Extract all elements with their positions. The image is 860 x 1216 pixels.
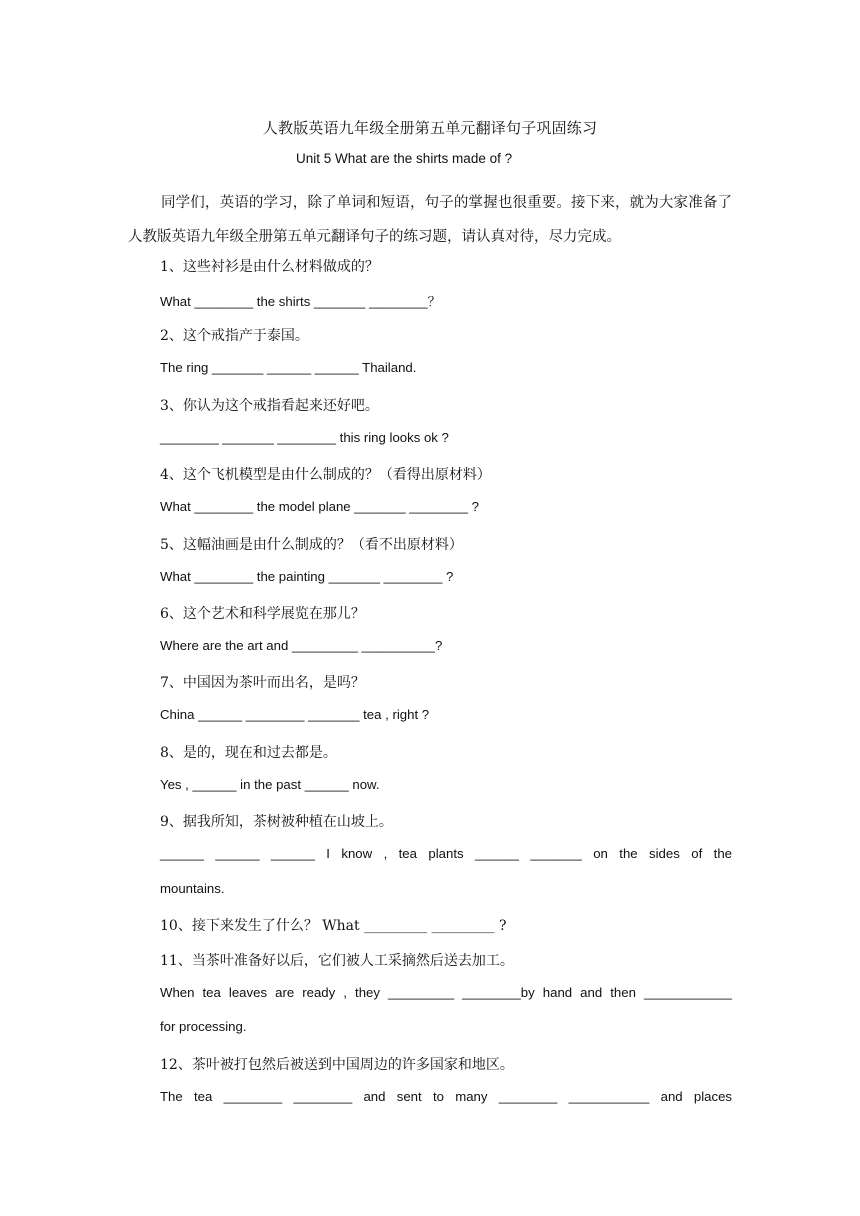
answer-11: When tea leaves are ready , they _________ ________by hand and then ____________ bbox=[160, 985, 732, 1000]
unit-subtitle: Unit 5 What are the shirts made of ? bbox=[296, 151, 513, 166]
question-10: 10、接下来发生了什么？ What _________ _________ ? bbox=[160, 918, 507, 934]
document-title: 人教版英语九年级全册第五单元翻译句子巩固练习 bbox=[262, 119, 598, 137]
answer-6: Where are the art and _________ __________? bbox=[160, 638, 443, 653]
question-6: 6、这个艺术和科学展览在那儿？ bbox=[160, 606, 365, 622]
answer-3: ________ _______ ________ this ring looks ok ? bbox=[160, 430, 449, 445]
question-4: 4、这个飞机模型是由什么制成的？（看得出原材料） bbox=[160, 467, 491, 483]
question-9: 9、据我所知，茶树被种植在山坡上。 bbox=[160, 814, 393, 830]
intro-paragraph: 同学们，英语的学习，除了单词和短语，句子的掌握也很重要。接下来，就为大家准备了人教版英语九年级全册第五单元翻译句子的练习题，请认真对待，尽力完成。 bbox=[128, 195, 732, 245]
question-2: 2、这个戒指产于泰国。 bbox=[160, 328, 309, 344]
question-8: 8、是的，现在和过去都是。 bbox=[160, 745, 337, 761]
answer-11-continued: for processing. bbox=[160, 1019, 247, 1034]
answer-9-continued: mountains. bbox=[160, 881, 225, 896]
question-5: 5、这幅油画是由什么制成的？（看不出原材料） bbox=[160, 537, 463, 553]
question-11: 11、当茶叶准备好以后，它们被人工采摘然后送去加工。 bbox=[160, 953, 514, 969]
answer-4: What ________ the model plane _______ ________ ? bbox=[160, 499, 479, 514]
question-3: 3、你认为这个戒指看起来还好吧。 bbox=[160, 398, 379, 414]
question-12: 12、茶叶被打包然后被送到中国周边的许多国家和地区。 bbox=[160, 1057, 514, 1073]
answer-8: Yes , ______ in the past ______ now. bbox=[160, 777, 380, 792]
answer-5: What ________ the painting _______ ________ ? bbox=[160, 569, 454, 584]
question-1: 1、这些衬衫是由什么材料做成的？ bbox=[160, 259, 379, 275]
answer-2: The ring _______ ______ ______ Thailand. bbox=[160, 360, 417, 375]
answer-1: What ________ the shirts _______ ________？ bbox=[160, 294, 441, 309]
answer-12: The tea ________ ________ and sent to many ________ ___________ and places bbox=[160, 1089, 732, 1104]
question-7: 7、中国因为茶叶而出名，是吗？ bbox=[160, 675, 365, 691]
answer-7: China ______ ________ _______ tea , right ? bbox=[160, 707, 430, 722]
answer-9: ______ ______ ______ I know , tea plants ______ _______ on the sides of the bbox=[160, 846, 732, 861]
